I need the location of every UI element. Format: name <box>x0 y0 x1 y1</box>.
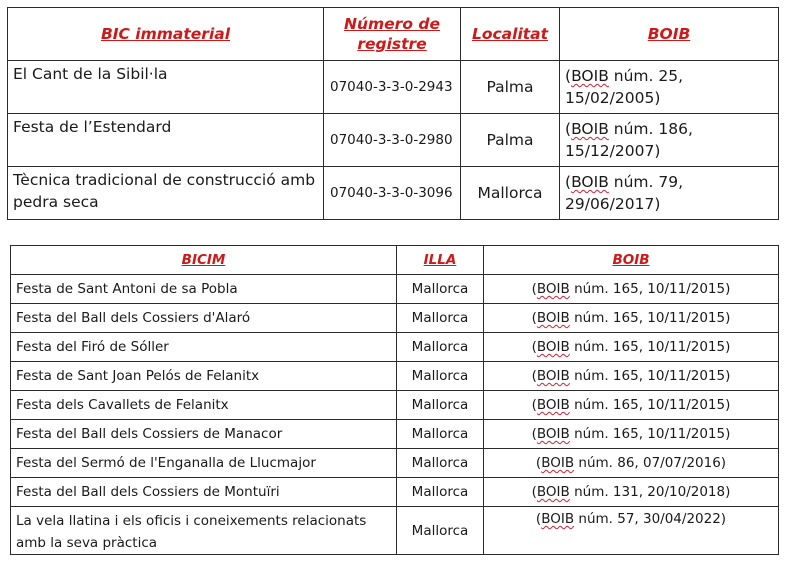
table2-header-row <box>11 246 779 275</box>
localitat: Mallorca <box>461 167 560 220</box>
localitat: Palma <box>461 114 560 167</box>
header-localitat: Localitat <box>461 8 560 61</box>
header-boib: BOIB <box>560 8 779 61</box>
table1-header-row <box>8 8 779 61</box>
bic-immaterial-table <box>7 7 779 220</box>
table-row <box>11 507 779 555</box>
table-row <box>11 420 779 449</box>
bic-name: El Cant de la Sibil·la <box>8 61 324 114</box>
table-row <box>8 114 779 167</box>
table-row <box>8 167 779 220</box>
boib-ref: (BOIB núm. 165, 10/11/2015) <box>484 420 779 449</box>
illa: Mallorca <box>397 449 484 478</box>
table-row <box>11 391 779 420</box>
illa: Mallorca <box>397 420 484 449</box>
table-row <box>11 275 779 304</box>
boib-ref: (BOIB núm. 131, 20/10/2018) <box>484 478 779 507</box>
bic-name: Tècnica tradicional de construcció amb pedra seca <box>8 167 324 220</box>
localitat: Palma <box>461 61 560 114</box>
bicim-name: La vela llatina i els oficis i coneixements relacionats amb la seva pràctica <box>11 507 397 555</box>
registre-number: 07040-3-3-0-2980 <box>324 114 461 167</box>
boib-ref: (BOIB núm. 165, 10/11/2015) <box>484 304 779 333</box>
bicim-name: Festa del Firó de Sóller <box>11 333 397 362</box>
header-boib: BOIB <box>484 246 779 275</box>
boib-ref: (BOIB núm. 165, 10/11/2015) <box>484 362 779 391</box>
bicim-name: Festa del Ball dels Cossiers d'Alaró <box>11 304 397 333</box>
table-row <box>8 61 779 114</box>
bic-name: Festa de l’Estendard <box>8 114 324 167</box>
bicim-name: Festa de Sant Joan Pelós de Felanitx <box>11 362 397 391</box>
bicim-table <box>10 245 779 555</box>
bicim-name: Festa del Ball dels Cossiers de Montuïri <box>11 478 397 507</box>
table-row <box>11 478 779 507</box>
illa: Mallorca <box>397 333 484 362</box>
header-numero-registre: Número de registre <box>324 8 461 61</box>
boib-ref: (BOIB núm. 79, 29/06/2017) <box>560 167 779 220</box>
illa: Mallorca <box>397 304 484 333</box>
illa: Mallorca <box>397 507 484 555</box>
boib-ref: (BOIB núm. 165, 10/11/2015) <box>484 391 779 420</box>
header-bic-immaterial: BIC immaterial <box>8 8 324 61</box>
header-illa: ILLA <box>397 246 484 275</box>
bicim-name: Festa de Sant Antoni de sa Pobla <box>11 275 397 304</box>
boib-ref: (BOIB núm. 165, 10/11/2015) <box>484 333 779 362</box>
registre-number: 07040-3-3-0-3096 <box>324 167 461 220</box>
boib-ref: (BOIB núm. 57, 30/04/2022) <box>484 507 779 555</box>
bicim-name: Festa del Sermó de l'Enganalla de Llucmajor <box>11 449 397 478</box>
table-row <box>11 304 779 333</box>
illa: Mallorca <box>397 362 484 391</box>
boib-ref: (BOIB núm. 25, 15/02/2005) <box>560 61 779 114</box>
table-row <box>11 449 779 478</box>
boib-ref: (BOIB núm. 165, 10/11/2015) <box>484 275 779 304</box>
illa: Mallorca <box>397 478 484 507</box>
bicim-name: Festa dels Cavallets de Felanitx <box>11 391 397 420</box>
registre-number: 07040-3-3-0-2943 <box>324 61 461 114</box>
table-row <box>11 333 779 362</box>
boib-ref: (BOIB núm. 86, 07/07/2016) <box>484 449 779 478</box>
bicim-name: Festa del Ball dels Cossiers de Manacor <box>11 420 397 449</box>
header-bicim: BICIM <box>11 246 397 275</box>
boib-ref: (BOIB núm. 186, 15/12/2007) <box>560 114 779 167</box>
table-row <box>11 362 779 391</box>
illa: Mallorca <box>397 275 484 304</box>
illa: Mallorca <box>397 391 484 420</box>
